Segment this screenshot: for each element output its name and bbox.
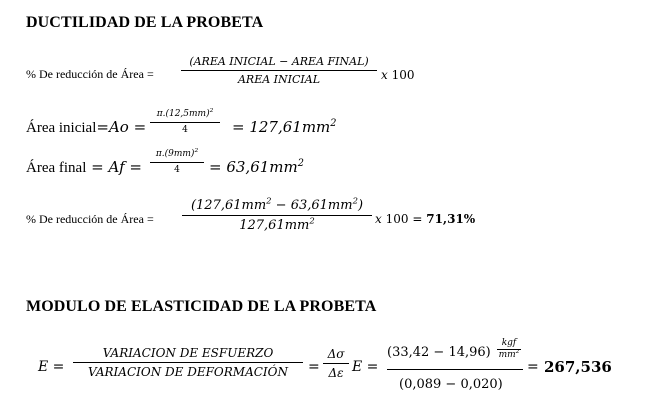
hundred-value: 100 [391, 68, 415, 82]
initial-area-numerator-exponent: 2 [209, 108, 214, 114]
reduction-calc-numerator-a: (127,61mm [190, 198, 267, 213]
elasticity-result: 267,536 [544, 358, 612, 376]
initial-area-fraction [150, 110, 220, 135]
fraction-bar [181, 70, 377, 71]
elasticity-heading: MODULO DE ELASTICIDAD DE LA PROBETA [26, 298, 377, 315]
elasticity-lhs: E = [38, 359, 65, 375]
elasticity-unit-fraction [497, 339, 521, 360]
initial-area-denominator: 4 [182, 125, 188, 135]
initial-area-variable: =Ao = [96, 118, 147, 136]
final-area-numerator: π.(9mm) [155, 149, 195, 159]
fraction-bar [73, 362, 303, 363]
fraction-bar [150, 162, 204, 163]
elasticity-fraction-1 [73, 347, 303, 378]
fraction-bar [150, 122, 220, 123]
initial-area-line [26, 118, 146, 137]
elasticity-fraction-1-numerator: VARIACION DE ESFUERZO [102, 346, 274, 360]
elasticity-fraction-2-denominator: Δε [328, 366, 344, 380]
reduction-calc-fraction [182, 195, 372, 233]
elasticity-equals-2: = [527, 359, 539, 375]
elasticity-equals-1: = [308, 359, 320, 375]
elasticity-unit-denominator: mm [498, 350, 516, 360]
ductility-heading: DUCTILIDAD DE LA PROBETA [26, 14, 264, 31]
reduction-calc-numerator-op: − 63,61mm [271, 198, 353, 213]
times-symbol: x [381, 68, 388, 82]
reduction-calc-denominator: 127,61mm [239, 218, 310, 233]
initial-area-numerator: π.(12,5mm) [156, 109, 210, 119]
initial-area-result [232, 118, 337, 136]
elasticity-fraction-3-numerator: (33,42 − 14,96) [387, 345, 491, 360]
reduction-formula-label: % De reducción de Área = [26, 67, 154, 81]
reduction-formula-fraction [181, 56, 377, 85]
reduction-formula-suffix [381, 68, 415, 82]
reduction-formula-denominator: AREA INICIAL [237, 73, 321, 86]
times-symbol: x [375, 212, 382, 226]
elasticity-e2: E = [352, 359, 379, 375]
final-area-label: Área final [26, 160, 87, 176]
final-area-variable: = Af = [91, 158, 142, 176]
reduction-result: 71,31% [426, 212, 476, 226]
reduction-calc-suffix [375, 212, 475, 226]
reduction-calc-label: % De reducción de Área = [26, 212, 154, 226]
fraction-bar [387, 369, 523, 370]
reduction-formula-numerator: (AREA INICIAL − AREA FINAL) [189, 55, 369, 68]
final-area-fraction [150, 150, 204, 175]
reduction-calc-denominator-exponent: 2 [309, 215, 315, 226]
reduction-calc-numerator-b-exponent: 2 [352, 195, 358, 206]
final-area-numerator-exponent: 2 [194, 148, 199, 154]
final-area-result-value: = 63,61mm [209, 158, 298, 176]
hundred-equals: 100 = [385, 212, 423, 226]
elasticity-fraction-3-denominator: (0,089 − 0,020) [399, 377, 503, 392]
elasticity-fraction-1-denominator: VARIACION DE DEFORMACIÓN [87, 365, 289, 379]
fraction-bar [323, 363, 349, 364]
elasticity-unit-denominator-exponent: 2 [515, 349, 520, 355]
final-area-denominator: 4 [174, 165, 180, 175]
final-area-result [209, 158, 304, 176]
elasticity-fraction-2 [323, 348, 349, 379]
initial-area-result-exponent: 2 [330, 118, 337, 129]
reduction-calc-numerator-a-exponent: 2 [266, 195, 272, 206]
final-area-result-exponent: 2 [297, 158, 304, 169]
final-area-line [26, 158, 142, 177]
elasticity-fraction-2-numerator: Δσ [327, 347, 345, 361]
initial-area-label: Área inicial [26, 120, 97, 136]
fraction-bar [182, 215, 372, 216]
elasticity-fraction-3 [387, 333, 523, 402]
elasticity-unit-numerator: kgf [501, 338, 517, 348]
initial-area-result-value: = 127,61mm [232, 118, 331, 136]
reduction-calc-numerator-close: ) [357, 198, 364, 213]
